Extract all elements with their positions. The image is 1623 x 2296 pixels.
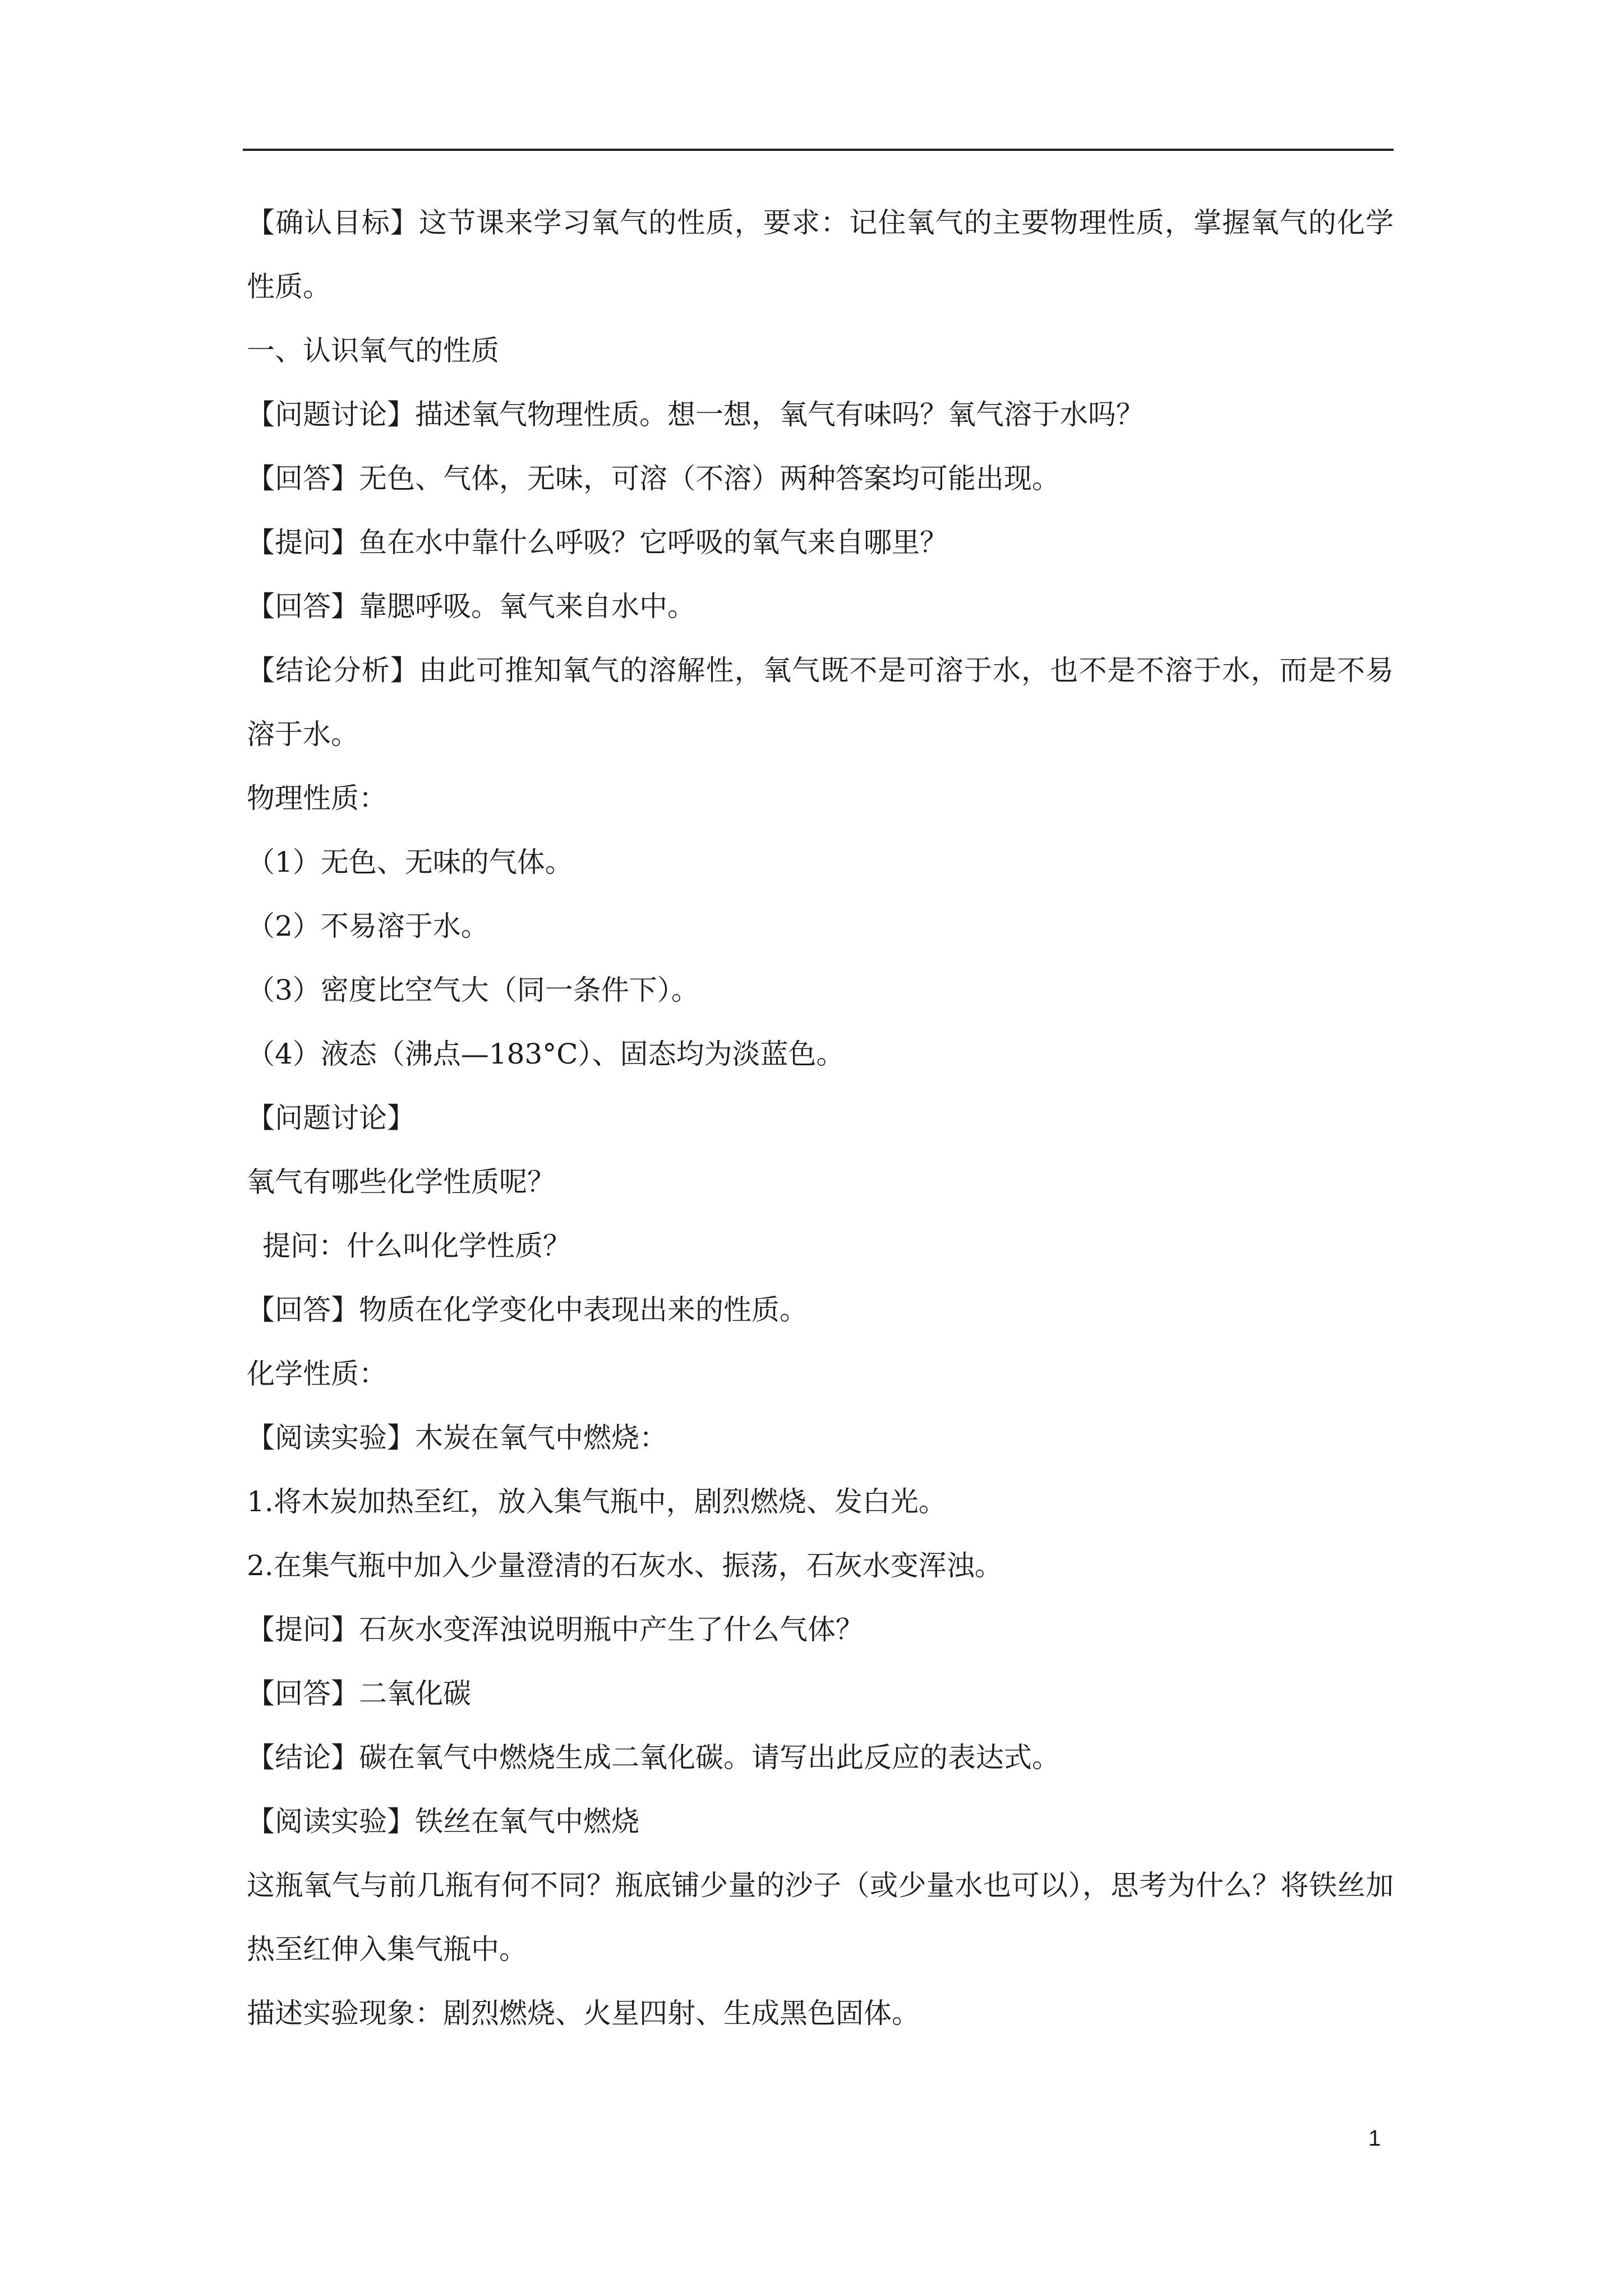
- paragraph: 提问：什么叫化学性质？: [262, 1230, 571, 1262]
- paragraph: 【回答】物质在化学变化中表现出来的性质。: [247, 1294, 808, 1326]
- paragraph: 1.将木炭加热至红，放入集气瓶中，剧烈燃烧、发白光。: [247, 1485, 947, 1518]
- paragraph: （4）液态（沸点—183°C）、固态均为淡蓝色。: [247, 1038, 845, 1070]
- paragraph: 氧气有哪些化学性质呢？: [247, 1166, 555, 1198]
- paragraph: 【回答】无色、气体，无味，可溶（不溶）两种答案均可能出现。: [247, 462, 1060, 495]
- paragraph: 【阅读实验】木炭在氧气中燃烧：: [247, 1421, 667, 1454]
- paragraph: 化学性质：: [247, 1358, 387, 1390]
- paragraph: （3）密度比空气大（同一条件下）。: [247, 974, 699, 1006]
- paragraph: 描述实验现象：剧烈燃烧、火星四射、生成黑色固体。: [247, 1997, 920, 2030]
- paragraph: 【结论分析】由此可推知氧气的溶解性，氧气既不是可溶于水，也不是不溶于水，而是不易溶于水。: [247, 654, 1394, 751]
- header-rule: [243, 149, 1394, 151]
- paragraph: 【回答】靠腮呼吸。氧气来自水中。: [247, 590, 695, 623]
- paragraph: 【提问】石灰水变浑浊说明瓶中产生了什么气体？: [247, 1613, 864, 1646]
- paragraph: 一、认识氧气的性质: [247, 334, 499, 367]
- paragraph: 【结论】碳在氧气中燃烧生成二氧化碳。请写出此反应的表达式。: [247, 1741, 1060, 1774]
- paragraph: （2）不易溶于水。: [247, 910, 489, 942]
- paragraph: 【问题讨论】: [247, 1102, 415, 1134]
- paragraph: 【提问】鱼在水中靠什么呼吸？它呼吸的氧气来自哪里？: [247, 526, 948, 559]
- paragraph: 这瓶氧气与前几瓶有何不同？瓶底铺少量的沙子（或少量水也可以），思考为什么？将铁丝加热至红伸入集气瓶中。: [247, 1869, 1394, 1966]
- document-body: [247, 206, 1394, 2061]
- paragraph: （1）无色、无味的气体。: [247, 846, 573, 878]
- paragraph: 【阅读实验】铁丝在氧气中燃烧: [247, 1805, 639, 1838]
- paragraph: 物理性质：: [247, 782, 387, 815]
- paragraph: 【问题讨论】描述氧气物理性质。想一想，氧气有味吗？氧气溶于水吗？: [247, 398, 1144, 431]
- paragraph: 【确认目标】这节课来学习氧气的性质，要求：记住氧气的主要物理性质，掌握氧气的化学性质。: [247, 206, 1394, 303]
- paragraph: 2.在集气瓶中加入少量澄清的石灰水、振荡，石灰水变浑浊。: [247, 1549, 1003, 1582]
- paragraph: 【回答】二氧化碳: [247, 1677, 471, 1710]
- page-number: 1: [1368, 2126, 1381, 2151]
